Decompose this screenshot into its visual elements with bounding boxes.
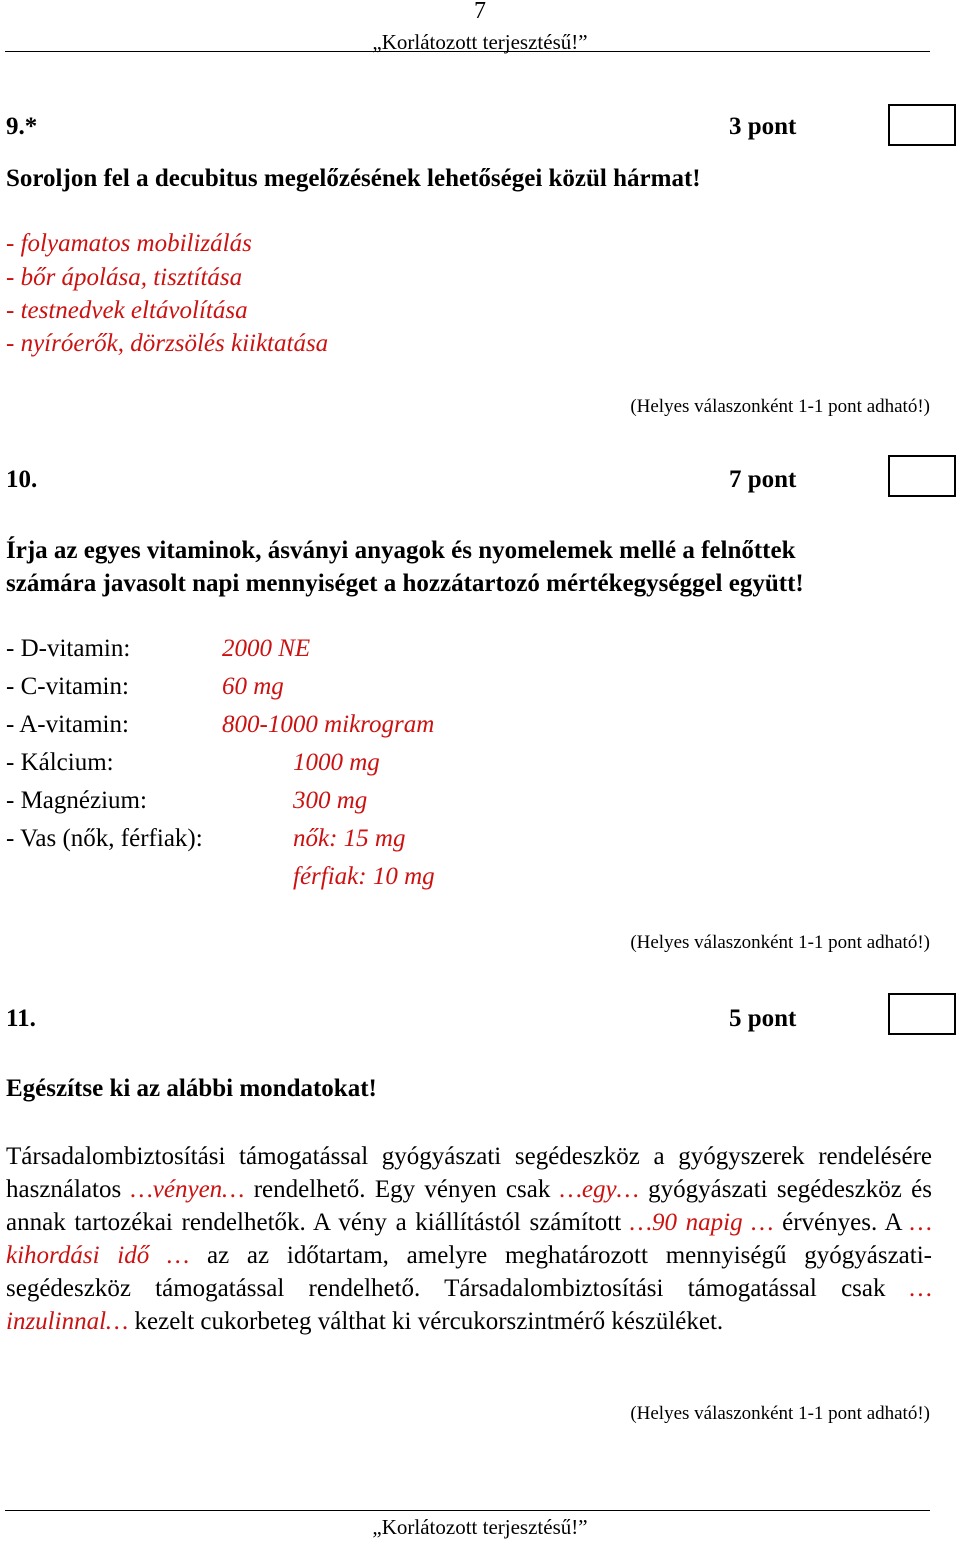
question-prompt: Írja az egyes vitaminok, ásványi anyagok és nyomelemek mellé a felnőttek (6, 537, 796, 564)
paragraph-text: érvényes. A (773, 1209, 910, 1236)
item-answer: 1000 mg (293, 749, 380, 776)
fill-in-paragraph (6, 1140, 932, 1338)
question-prompt: Egészítse ki az alábbi mondatokat! (6, 1075, 377, 1102)
item-answer: 60 mg (222, 673, 284, 700)
filled-answer: …egy… (559, 1176, 639, 1203)
item-label: - Kálcium: (6, 749, 114, 776)
points-label: 5 pont (729, 1005, 797, 1032)
item-answer: 800-1000 mikrogram (222, 711, 435, 738)
answer-line: - nyíróerők, dörzsölés kiiktatása (6, 330, 329, 357)
question-number: 9.* (6, 113, 38, 140)
item-label: - C-vitamin: (6, 673, 129, 700)
item-label: - Vas (nők, férfiak): (6, 825, 203, 852)
paragraph-text: Társadalombiztosítási támogatással gyógyászati segédeszköz a gyógyszerek rendelésére használatos (6, 1143, 932, 1203)
answer-line: - folyamatos mobilizálás (6, 230, 252, 257)
item-label: - A-vitamin: (6, 711, 129, 738)
points-label: 3 pont (729, 113, 797, 140)
score-box[interactable] (888, 455, 956, 497)
scoring-note: (Helyes válaszonként 1-1 pont adható!) (630, 396, 930, 417)
question-prompt: számára javasolt napi mennyiséget a hozzátartozó mértékegységgel együtt! (6, 570, 804, 597)
paragraph-text: gyógyászati segédeszköz és annak tartozékai rendelhetők. A vény a kiállítástól számított (6, 1176, 932, 1236)
filled-answer: …90 napig … (629, 1209, 774, 1236)
score-box[interactable] (888, 993, 956, 1035)
answer-line: - testnedvek eltávolítása (6, 297, 248, 324)
item-answer: nők: 15 mg (293, 825, 406, 852)
header-rule (5, 51, 930, 52)
item-label: - D-vitamin: (6, 635, 131, 662)
question-number: 11. (6, 1005, 36, 1032)
item-answer: 300 mg (293, 787, 368, 814)
question-prompt: Soroljon fel a decubitus megelőzésének lehetőségei közül hármat! (6, 165, 701, 192)
points-label: 7 pont (729, 466, 797, 493)
filled-answer: …inzulinnal… (6, 1275, 932, 1335)
footer-distribution-note: „Korlátozott terjesztésű!” (372, 1515, 588, 1539)
paragraph-text: az az időtartam, amelyre meghatározott mennyiségű gyógyászati-segédeszköz támogatással rendelhető. Társadalombiztosítási támogatással csak (6, 1242, 932, 1302)
filled-answer: …vényen… (130, 1176, 245, 1203)
header-distribution-note: „Korlátozott terjesztésű!” (372, 30, 588, 54)
footer-rule (5, 1510, 930, 1511)
item-answer-secondary: férfiak: 10 mg (293, 863, 435, 890)
paragraph-text: rendelhető. Egy vényen csak (244, 1176, 560, 1203)
scoring-note: (Helyes válaszonként 1-1 pont adható!) (630, 1403, 930, 1424)
filled-answer: …kihordási idő … (6, 1209, 933, 1269)
question-number: 10. (6, 466, 38, 493)
answer-line: - bőr ápolása, tisztítása (6, 264, 243, 291)
scoring-note: (Helyes válaszonként 1-1 pont adható!) (630, 932, 930, 953)
page-number: 7 (474, 0, 486, 24)
score-box[interactable] (888, 104, 956, 146)
item-answer: 2000 NE (222, 635, 311, 662)
item-label: - Magnézium: (6, 787, 147, 814)
paragraph-text: kezelt cukorbeteg válthat ki vércukorszintmérő készüléket. (128, 1308, 724, 1335)
